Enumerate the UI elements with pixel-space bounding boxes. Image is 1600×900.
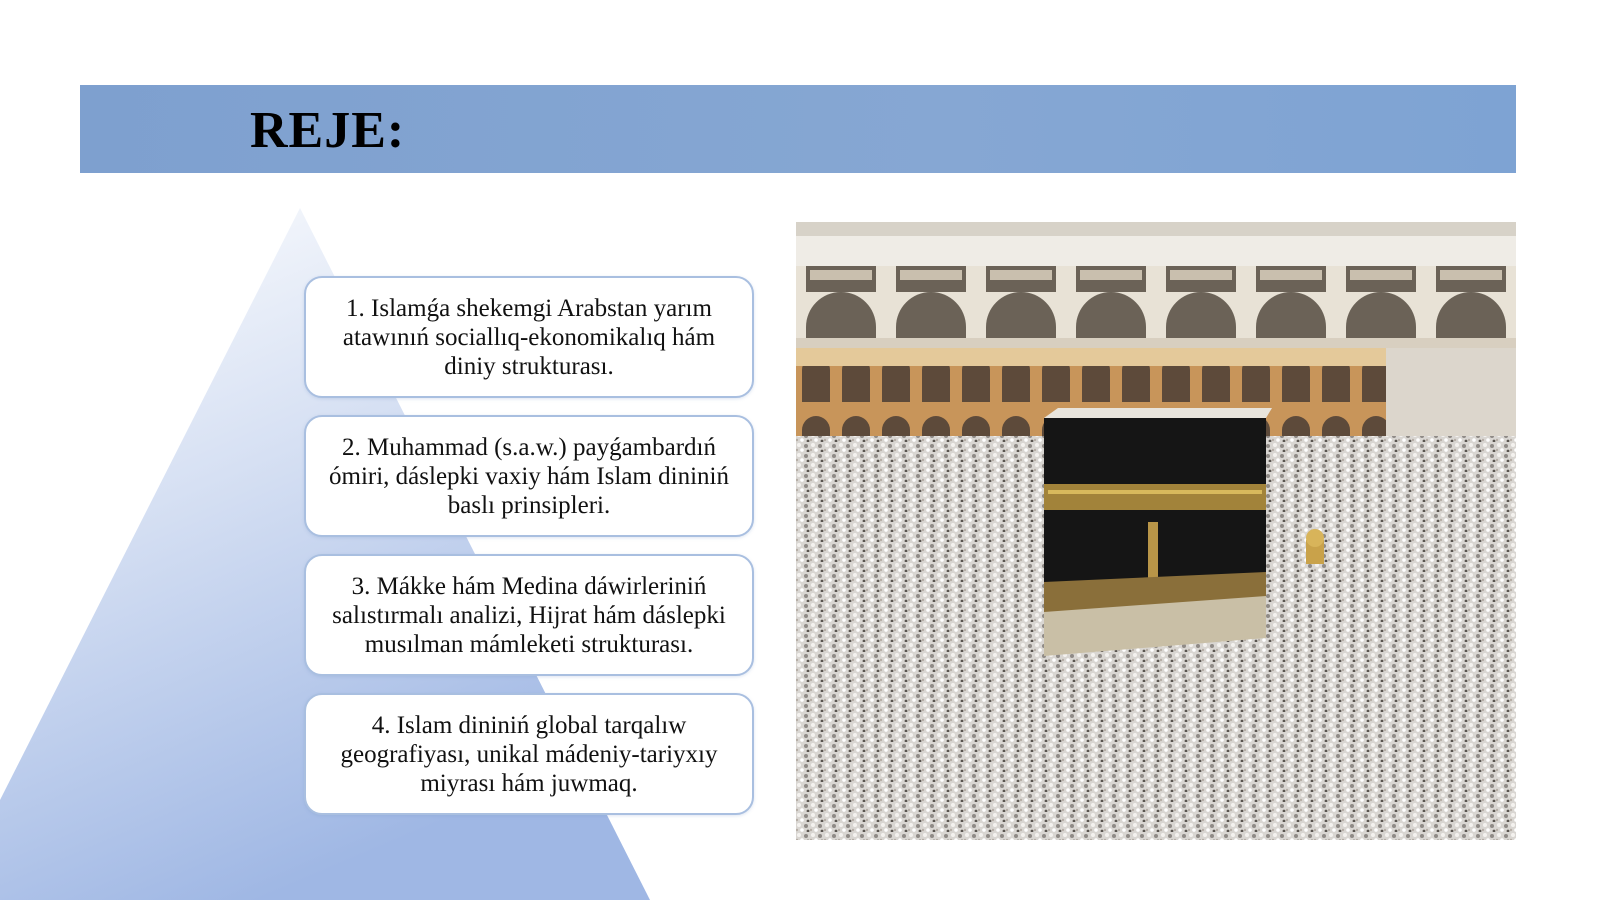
title-bar — [80, 85, 1516, 173]
plan-item-1: 1. Islamǵa shekemgi Arabstan yarım atawınıń sociallıq-ekonomikalıq hám diniy strukturası. — [304, 276, 754, 398]
plan-item-3: 3. Mákke hám Medina dáwirleriniń salıstırmalı analizi, Hijrat hám dáslepki musılman mámleketi strukturası. — [304, 554, 754, 676]
kaaba-photo — [796, 222, 1516, 840]
plan-item-4: 4. Islam dininiń global tarqalıw geografiyası, unikal mádeniy-tariyxıy miyrası hám juwmaq. — [304, 693, 754, 815]
slide-title: REJE: — [250, 102, 406, 159]
plan-list — [304, 276, 754, 832]
plan-item-2: 2. Muhammad (s.a.w.) payǵambardıń ómiri, dáslepki vaxiy hám Islam dininiń baslı prinsipleri. — [304, 415, 754, 537]
